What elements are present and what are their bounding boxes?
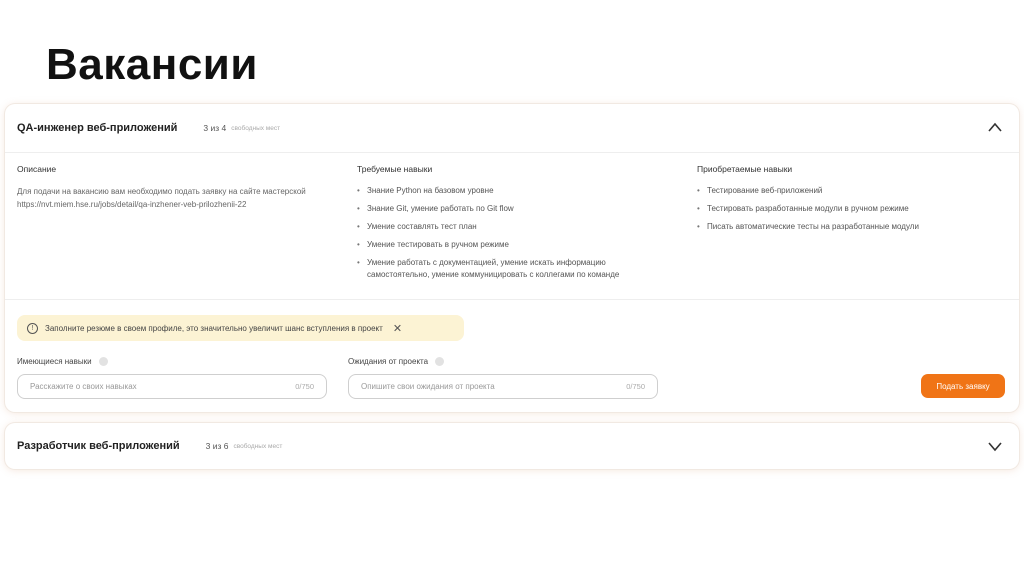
expectations-field-label: Ожидания от проекта xyxy=(348,357,429,366)
page-title: Вакансии xyxy=(46,40,258,89)
skills-input-placeholder: Расскажите о своих навыках xyxy=(30,382,137,391)
help-icon[interactable] xyxy=(99,357,108,366)
apply-button[interactable]: Подать заявку xyxy=(921,374,1005,398)
vacancy-card-web-dev xyxy=(5,423,1019,469)
notice-text: Заполните резюме в своем профиле, это значительно увеличит шанс вступления в проект xyxy=(45,323,383,333)
vacancy-title: Разработчик веб-приложений xyxy=(17,440,180,452)
list-item: • Умение составлять тест план xyxy=(357,221,687,233)
expectations-field-label-row xyxy=(348,357,444,366)
skills-field-label-row xyxy=(17,357,108,366)
list-item: • Тестирование веб-приложений xyxy=(697,185,1017,197)
skills-field-label: Имеющиеся навыки xyxy=(17,357,92,366)
list-item: • Знание Git, умение работать по Git flow xyxy=(357,203,687,215)
list-item: • Умение тестировать в ручном режиме xyxy=(357,239,687,251)
divider xyxy=(5,299,1019,300)
expectations-input[interactable] xyxy=(348,374,658,399)
required-skills-section xyxy=(357,164,687,287)
list-item: • Знание Python на базовом уровне xyxy=(357,185,687,197)
vacancy-slots-label: свободных мест xyxy=(231,124,281,132)
vacancy-header[interactable] xyxy=(5,423,1019,469)
list-item: • Тестировать разработанные модули в ручном режиме xyxy=(697,203,1017,215)
vacancy-header[interactable] xyxy=(5,104,1019,153)
acquired-skills-title: Приобретаемые навыки xyxy=(697,164,793,174)
acquired-skills-section xyxy=(697,164,1017,239)
help-icon[interactable] xyxy=(435,357,444,366)
chevron-up-icon[interactable] xyxy=(987,121,1003,133)
description-section xyxy=(17,164,317,211)
list-item: • Писать автоматические тесты на разработанные модули xyxy=(697,221,1017,233)
expectations-char-counter: 0/750 xyxy=(626,382,645,391)
resume-notice xyxy=(17,315,464,341)
description-text: Для подачи на вакансию вам необходимо подать заявку на сайте мастерской https://nvt.miem.hse.ru/jobs/detail/qa-inzhener-veb-prilozhenii-22 xyxy=(17,187,306,209)
vacancy-slots-label: свободных мест xyxy=(233,442,283,450)
expectations-input-placeholder: Опишите свои ожидания от проекта xyxy=(361,382,495,391)
info-icon: ! xyxy=(27,323,38,334)
vacancy-card-qa xyxy=(5,104,1019,412)
list-item: • Умение работать с документацией, умение искать информацию самостоятельно, умение коммуницировать с коллегами по команде xyxy=(357,257,667,281)
required-skills-title: Требуемые навыки xyxy=(357,164,433,174)
vacancy-slots: 3 из 4 xyxy=(203,123,227,133)
skills-char-counter: 0/750 xyxy=(295,382,314,391)
close-icon[interactable]: ✕ xyxy=(392,322,403,335)
chevron-down-icon[interactable] xyxy=(987,440,1003,452)
vacancy-title: QA-инженер веб-приложений xyxy=(17,122,178,134)
description-title: Описание xyxy=(17,164,57,174)
vacancy-slots: 3 из 6 xyxy=(205,441,229,451)
skills-input[interactable] xyxy=(17,374,327,399)
